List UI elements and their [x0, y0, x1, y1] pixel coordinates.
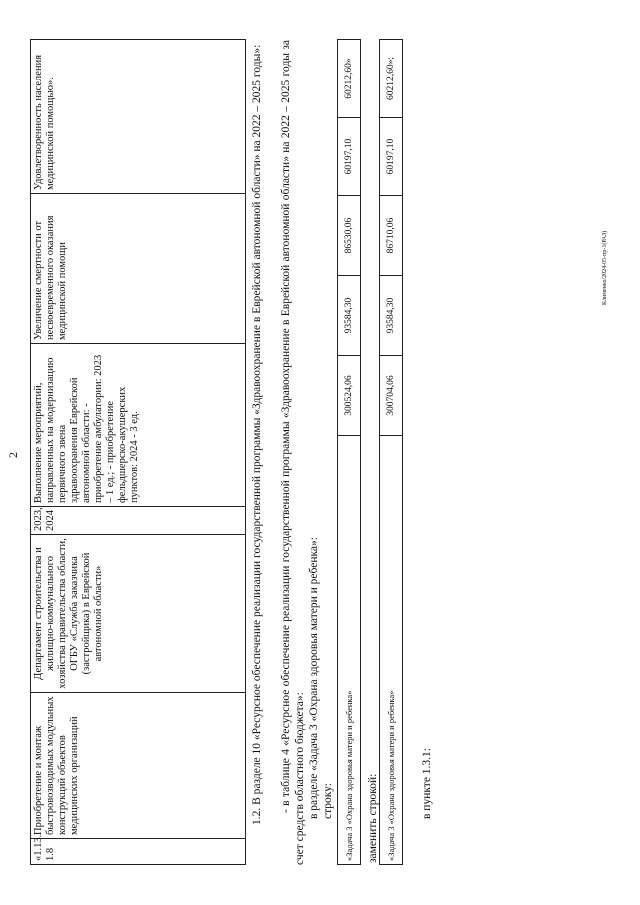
table-row	[338, 40, 361, 865]
table-row	[380, 40, 403, 865]
footer-code: Клименко/2024-05-пр-1(РАЗ)	[602, 230, 608, 305]
old-row-value: 93584,30	[338, 276, 361, 356]
old-row-table	[337, 39, 361, 865]
new-row-value: 93584,30	[380, 276, 403, 356]
new-row-table	[379, 39, 403, 865]
new-row-value: 86710,06	[380, 196, 403, 276]
measure-result: Выполнение мероприятий, направленных на модернизацию первичного звена здравоохранения Еврейской автономной области: - приобретение амбулатории: 2023 – 1 ед.; - приобретение фельдшерско-акушерских пунктов: 2024 - 3 ед.	[31, 344, 246, 507]
measure-number: «1.13. 1.8	[31, 839, 246, 865]
new-row-label: «Задача 3 «Охрана здоровья матери и ребенка»	[380, 436, 403, 865]
measure-years: 2023, 2024	[31, 507, 246, 535]
new-row-value: 300704,06	[380, 356, 403, 436]
measures-table	[30, 39, 246, 865]
measure-name: Приобретение и монтаж быстровозводимых модульных конструкций объектов медицинских организаций	[31, 693, 246, 839]
measure-indicator: Удовлетворенность населения медицинской помощью».	[31, 40, 246, 194]
measure-consequence: Увеличение смертности от несвоевременного оказания медицинской помощи	[31, 194, 246, 344]
old-row-label: «Задача 3 «Охрана здоровья матери и ребенка»	[338, 436, 361, 865]
measure-executor: Департамент строительства и жилищно-коммунального хозяйства правительства области, ОГБУ «Служба заказчика (застройщика) в Еврейской автономной области»	[31, 535, 246, 693]
paragraph-line: строку:	[322, 783, 334, 819]
old-row-value: 86530,06	[338, 196, 361, 276]
new-row-value: 60212,60»;	[380, 40, 403, 118]
old-row-value: 60197,10	[338, 118, 361, 196]
replace-text: заменить строкой:	[367, 773, 379, 863]
point-text: в пункте 1.3.1:	[421, 748, 433, 819]
table-row	[31, 40, 246, 865]
paragraph-table4: - в таблице 4 «Ресурсное обеспечение реализации государственной программы «Здравоохранение в Еврейской автономной области» на 2022 – 2025 годы за счет средств областного бюджета»:	[280, 40, 306, 865]
new-row-value: 60197,10	[380, 118, 403, 196]
paragraph-1-2: 1.2. В разделе 10 «Ресурсное обеспечение реализации государственной программы «Здравоохранение в Еврейской автономной области» на 2022 – 2025 годы»:	[251, 44, 263, 825]
old-row-value: 60212,60»	[338, 40, 361, 118]
old-row-value: 300524,06	[338, 356, 361, 436]
page-number: 2	[6, 452, 20, 458]
paragraph-section: в разделе «Задача 3 «Охрана здоровья матери и ребенка»:	[308, 537, 320, 819]
